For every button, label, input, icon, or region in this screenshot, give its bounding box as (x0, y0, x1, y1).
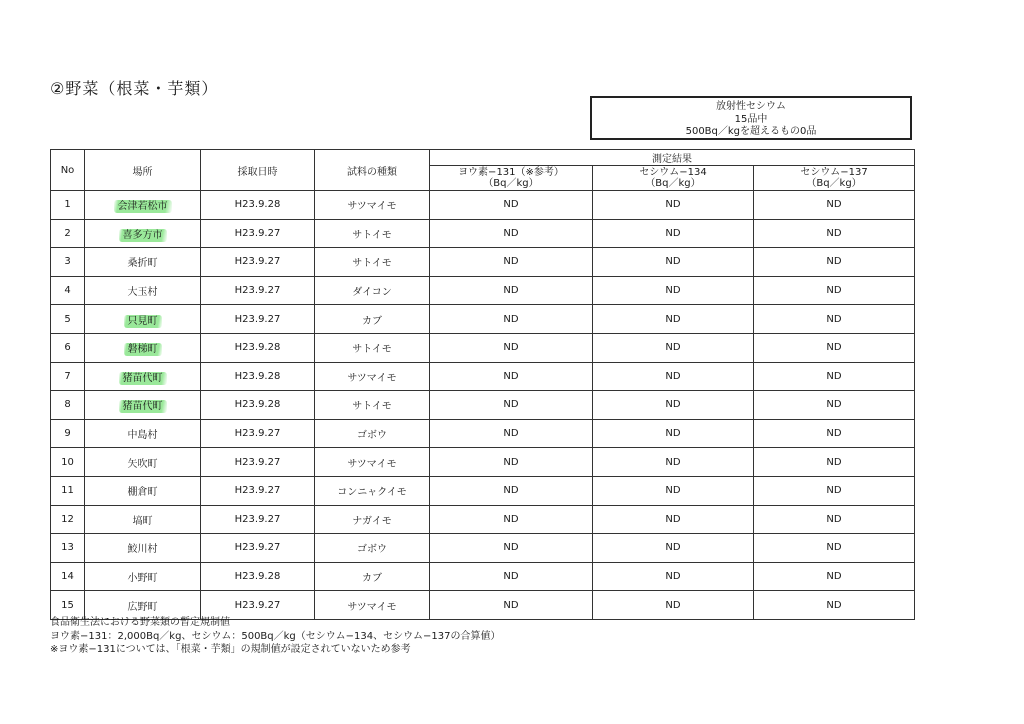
notes (50, 616, 501, 657)
header-i131 (430, 166, 593, 191)
cell-cs137: ND (754, 333, 915, 362)
table-row (51, 505, 915, 534)
place-label: 矢吹町 (127, 458, 158, 470)
table-row (51, 191, 915, 220)
cell-cs134: ND (593, 476, 754, 505)
cell-i131: ND (430, 333, 593, 362)
note-line-2: ヨウ素−131：2,000Bq／kg、セシウム：500Bq／kg（セシウム−134、セシウム−137の合算値） (50, 630, 501, 642)
cell-place (85, 419, 201, 448)
cell-date: H23.9.27 (201, 219, 315, 248)
cell-type: サトイモ (315, 391, 430, 420)
cell-i131: ND (430, 419, 593, 448)
cell-date: H23.9.28 (201, 333, 315, 362)
cell-no: 12 (51, 505, 85, 534)
table-row (51, 305, 915, 334)
cell-type: ダイコン (315, 276, 430, 305)
header-results: 測定結果 (430, 150, 915, 166)
table-row (51, 248, 915, 277)
cell-cs134: ND (593, 419, 754, 448)
cell-date: H23.9.27 (201, 419, 315, 448)
cell-i131: ND (430, 276, 593, 305)
summary-line-2: 15品中 (734, 113, 768, 125)
header-date: 採取日時 (201, 150, 315, 191)
cell-place (85, 191, 201, 220)
table-row (51, 419, 915, 448)
cell-i131: ND (430, 505, 593, 534)
cell-type: サトイモ (315, 248, 430, 277)
header-cs137 (754, 166, 915, 191)
cell-type: ナガイモ (315, 505, 430, 534)
cell-i131: ND (430, 534, 593, 563)
place-label: 猪苗代町 (119, 400, 167, 413)
cell-date: H23.9.27 (201, 505, 315, 534)
header-no: No (51, 150, 85, 191)
cell-cs137: ND (754, 419, 915, 448)
cell-date: H23.9.27 (201, 591, 315, 620)
table-row (51, 391, 915, 420)
cell-i131: ND (430, 448, 593, 477)
cell-cs134: ND (593, 276, 754, 305)
cell-date: H23.9.27 (201, 305, 315, 334)
cell-no: 10 (51, 448, 85, 477)
cell-place (85, 276, 201, 305)
cell-no: 11 (51, 476, 85, 505)
cell-cs137: ND (754, 391, 915, 420)
cell-no: 5 (51, 305, 85, 334)
cell-date: H23.9.28 (201, 391, 315, 420)
cell-no: 6 (51, 333, 85, 362)
place-label: 棚倉町 (127, 487, 158, 499)
cell-cs137: ND (754, 448, 915, 477)
place-label: 塙町 (132, 515, 153, 527)
place-label: 喜多方市 (119, 229, 167, 242)
cell-cs134: ND (593, 562, 754, 591)
cell-i131: ND (430, 391, 593, 420)
cell-date: H23.9.27 (201, 534, 315, 563)
cell-place (85, 362, 201, 391)
cell-cs134: ND (593, 448, 754, 477)
cell-type: サツマイモ (315, 448, 430, 477)
header-cs134-unit: （Bq／kg） (645, 178, 701, 189)
cell-no: 13 (51, 534, 85, 563)
cell-cs137: ND (754, 505, 915, 534)
header-i131-unit: （Bq／kg） (483, 178, 539, 189)
place-label: 只見町 (124, 315, 162, 328)
cell-type: カブ (315, 305, 430, 334)
cell-place (85, 219, 201, 248)
cell-date: H23.9.28 (201, 562, 315, 591)
cell-type: サツマイモ (315, 591, 430, 620)
cell-type: サトイモ (315, 219, 430, 248)
table-row (51, 562, 915, 591)
cell-cs134: ND (593, 248, 754, 277)
cell-no: 9 (51, 419, 85, 448)
cell-cs137: ND (754, 305, 915, 334)
cell-cs137: ND (754, 219, 915, 248)
note-line-3: ※ヨウ素−131については、「根菜・芋類」の規制値が設定されていないため参考 (50, 644, 411, 655)
cell-i131: ND (430, 476, 593, 505)
cell-date: H23.9.28 (201, 362, 315, 391)
place-label: 小野町 (127, 573, 158, 585)
header-cs137-name: セシウム−137 (800, 167, 868, 178)
cell-place (85, 333, 201, 362)
summary-line-3: 500Bq／kgを超えるもの0品 (685, 126, 817, 137)
cell-place (85, 476, 201, 505)
cell-i131: ND (430, 591, 593, 620)
cell-cs137: ND (754, 534, 915, 563)
cell-cs137: ND (754, 476, 915, 505)
cell-i131: ND (430, 362, 593, 391)
place-label: 猪苗代町 (119, 372, 167, 385)
cell-place (85, 448, 201, 477)
cell-i131: ND (430, 248, 593, 277)
cell-type: ゴボウ (315, 419, 430, 448)
cell-cs134: ND (593, 534, 754, 563)
cell-cs137: ND (754, 248, 915, 277)
place-label: 大玉村 (127, 287, 158, 299)
cell-cs134: ND (593, 305, 754, 334)
cell-i131: ND (430, 562, 593, 591)
place-label: 中島村 (127, 430, 158, 442)
cell-place (85, 505, 201, 534)
cell-no: 2 (51, 219, 85, 248)
cell-no: 4 (51, 276, 85, 305)
cell-place (85, 391, 201, 420)
cell-cs134: ND (593, 591, 754, 620)
summary-box (590, 96, 912, 140)
cell-type: コンニャクイモ (315, 476, 430, 505)
place-label: 磐梯町 (124, 343, 162, 356)
cell-type: サトイモ (315, 333, 430, 362)
page-title: ②野菜（根菜・芋類） (50, 79, 219, 98)
cell-type: サツマイモ (315, 362, 430, 391)
cell-type: カブ (315, 562, 430, 591)
cell-cs134: ND (593, 333, 754, 362)
cell-no: 14 (51, 562, 85, 591)
header-cs134-name: セシウム−134 (639, 167, 707, 178)
cell-i131: ND (430, 219, 593, 248)
table-row (51, 362, 915, 391)
table-row (51, 448, 915, 477)
results-table (50, 149, 915, 620)
place-label: 桑折町 (127, 258, 158, 270)
cell-cs134: ND (593, 505, 754, 534)
cell-place (85, 562, 201, 591)
cell-no: 15 (51, 591, 85, 620)
cell-place (85, 305, 201, 334)
table-row (51, 219, 915, 248)
table-row (51, 276, 915, 305)
cell-cs134: ND (593, 362, 754, 391)
cell-place (85, 248, 201, 277)
cell-no: 7 (51, 362, 85, 391)
header-cs137-unit: （Bq／kg） (806, 178, 862, 189)
cell-i131: ND (430, 191, 593, 220)
place-label: 鮫川村 (127, 544, 158, 556)
cell-type: ゴボウ (315, 534, 430, 563)
cell-cs137: ND (754, 276, 915, 305)
cell-i131: ND (430, 305, 593, 334)
cell-cs134: ND (593, 391, 754, 420)
cell-cs137: ND (754, 191, 915, 220)
cell-cs134: ND (593, 219, 754, 248)
cell-cs137: ND (754, 362, 915, 391)
table-row (51, 534, 915, 563)
cell-type: サツマイモ (315, 191, 430, 220)
summary-line-1: 放射性セシウム (716, 101, 786, 112)
header-cs134 (593, 166, 754, 191)
cell-date: H23.9.27 (201, 476, 315, 505)
cell-place (85, 534, 201, 563)
cell-date: H23.9.27 (201, 276, 315, 305)
cell-cs137: ND (754, 562, 915, 591)
header-i131-name: ヨウ素−131（※参考） (458, 167, 564, 178)
header-type: 試料の種類 (315, 150, 430, 191)
cell-no: 1 (51, 191, 85, 220)
place-label: 会津若松市 (114, 200, 172, 213)
header-place: 場所 (85, 150, 201, 191)
place-label: 広野町 (127, 601, 158, 613)
note-line-1: 食品衛生法における野菜類の暫定規制値 (50, 617, 230, 628)
cell-date: H23.9.28 (201, 191, 315, 220)
cell-no: 3 (51, 248, 85, 277)
table-row (51, 476, 915, 505)
cell-date: H23.9.27 (201, 248, 315, 277)
cell-date: H23.9.27 (201, 448, 315, 477)
cell-no: 8 (51, 391, 85, 420)
cell-cs137: ND (754, 591, 915, 620)
cell-cs134: ND (593, 191, 754, 220)
table-row (51, 333, 915, 362)
